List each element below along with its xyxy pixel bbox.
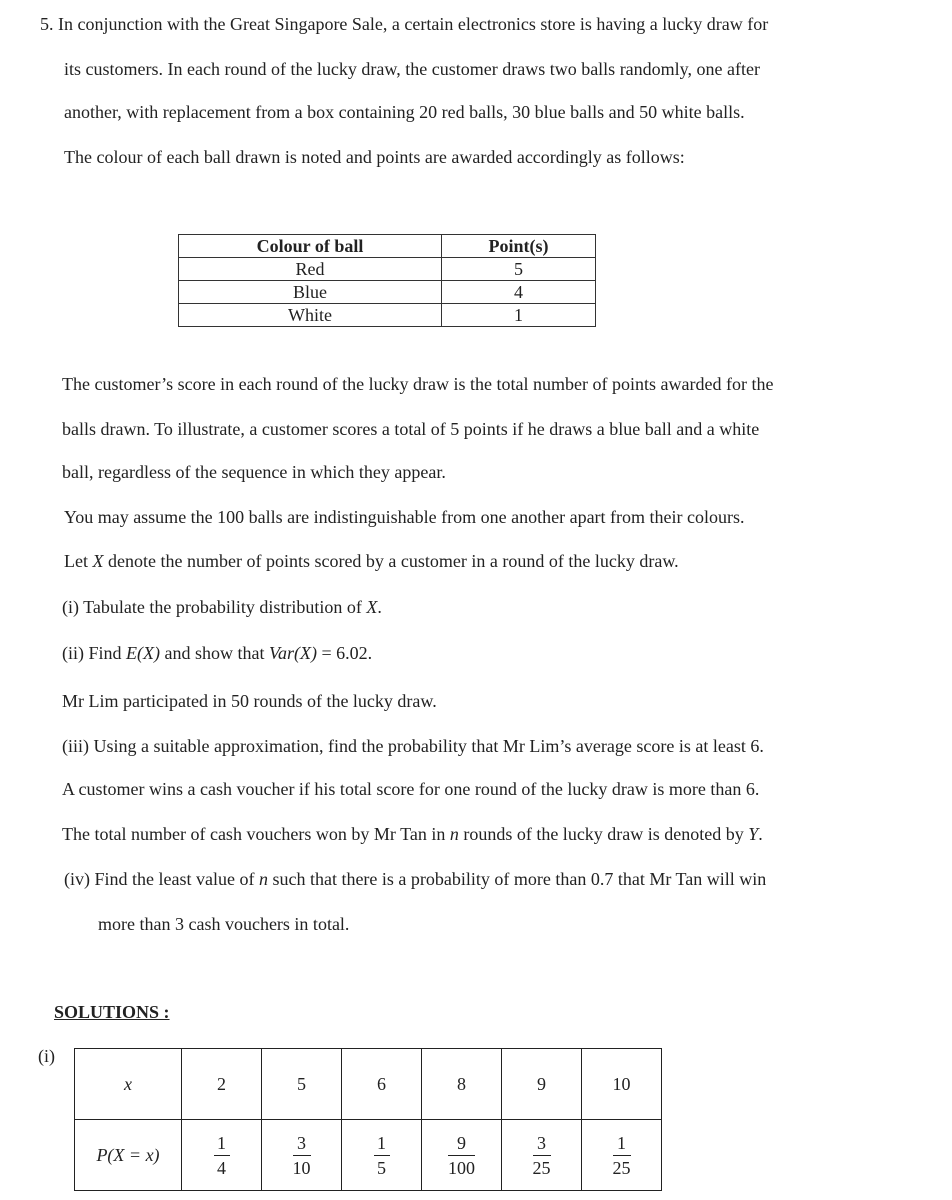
part-iv-line-2: more than 3 cash vouchers in total. [98,914,350,934]
question-line-3: another, with replacement from a box containing 20 red balls, 30 blue balls and 50 white balls. [64,102,745,122]
x-value: 5 [262,1049,342,1120]
body-line-4: You may assume the 100 balls are indistinguishable from one another apart from their colours. [64,507,745,527]
points-table [178,234,596,327]
x-value: 9 [502,1049,582,1120]
part-iii: (iii) Using a suitable approximation, find the probability that Mr Lim’s average score is at least 6. [62,736,764,756]
table-row [179,304,596,327]
x-value: 8 [422,1049,502,1120]
probability-cell: $\frac{3}{10}$ [262,1120,342,1191]
points-cell: 4 [442,281,596,304]
x-row [75,1049,662,1120]
probability-cell: $\frac{1}{4}$ [182,1120,262,1191]
body-line-1: The customer’s score in each round of the lucky draw is the total number of points awarded for the [62,374,774,394]
colour-cell: Red [179,258,442,281]
header-colour: Colour of ball [179,235,442,258]
var-x: X [92,551,104,571]
x-label: x [75,1049,182,1120]
mr-lim-line: Mr Lim participated in 50 rounds of the lucky draw. [62,691,437,711]
table-row [179,281,596,304]
probability-cell: $\frac{1}{5}$ [342,1120,422,1191]
question-line-4: The colour of each ball drawn is noted and points are awarded accordingly as follows: [64,147,685,167]
colour-cell: Blue [179,281,442,304]
part-i: (i) Tabulate the probability distribution of X. [62,597,382,617]
var-x: X [366,597,378,617]
solutions-heading: SOLUTIONS : [54,1002,170,1022]
question-line-1: 5. In conjunction with the Great Singapore Sale, a certain electronics store is having a lucky draw for [40,14,769,34]
x-value: 2 [182,1049,262,1120]
solution-part-label: (i) [38,1046,55,1066]
x-value: 10 [582,1049,662,1120]
voucher-line: A customer wins a cash voucher if his total score for one round of the lucky draw is more than 6. [62,779,760,799]
body-line-2: balls drawn. To illustrate, a customer scores a total of 5 points if he draws a blue ball and a white [62,419,760,439]
table-row [179,258,596,281]
part-iv: (iv) Find the least value of n such that there is a probability of more than 0.7 that Mr Tan will win [64,869,767,889]
header-points: Point(s) [442,235,596,258]
question-line-2: its customers. In each round of the lucky draw, the customer draws two balls randomly, one after [64,59,760,79]
probability-cell: $\frac{9}{100}$ [422,1120,502,1191]
probability-cell: $\frac{1}{25}$ [582,1120,662,1191]
p-label: P(X = x) [75,1120,182,1191]
body-line-5: Let X denote the number of points scored by a customer in a round of the lucky draw. [64,551,679,571]
points-cell: 5 [442,258,596,281]
variance: Var(X) [268,643,317,663]
probability-row [75,1120,662,1191]
body-line-3: ball, regardless of the sequence in which they appear. [62,462,446,482]
x-value: 6 [342,1049,422,1120]
colour-cell: White [179,304,442,327]
points-cell: 1 [442,304,596,327]
part-ii: (ii) Find E(X) and show that Var(X) = 6.02. [62,643,373,663]
probability-cell: $\frac{3}{25}$ [502,1120,582,1191]
expectation: E(X) [126,643,160,663]
probability-distribution-table [74,1048,662,1191]
mr-tan-line: The total number of cash vouchers won by Mr Tan in n rounds of the lucky draw is denoted by Y. [62,824,763,844]
